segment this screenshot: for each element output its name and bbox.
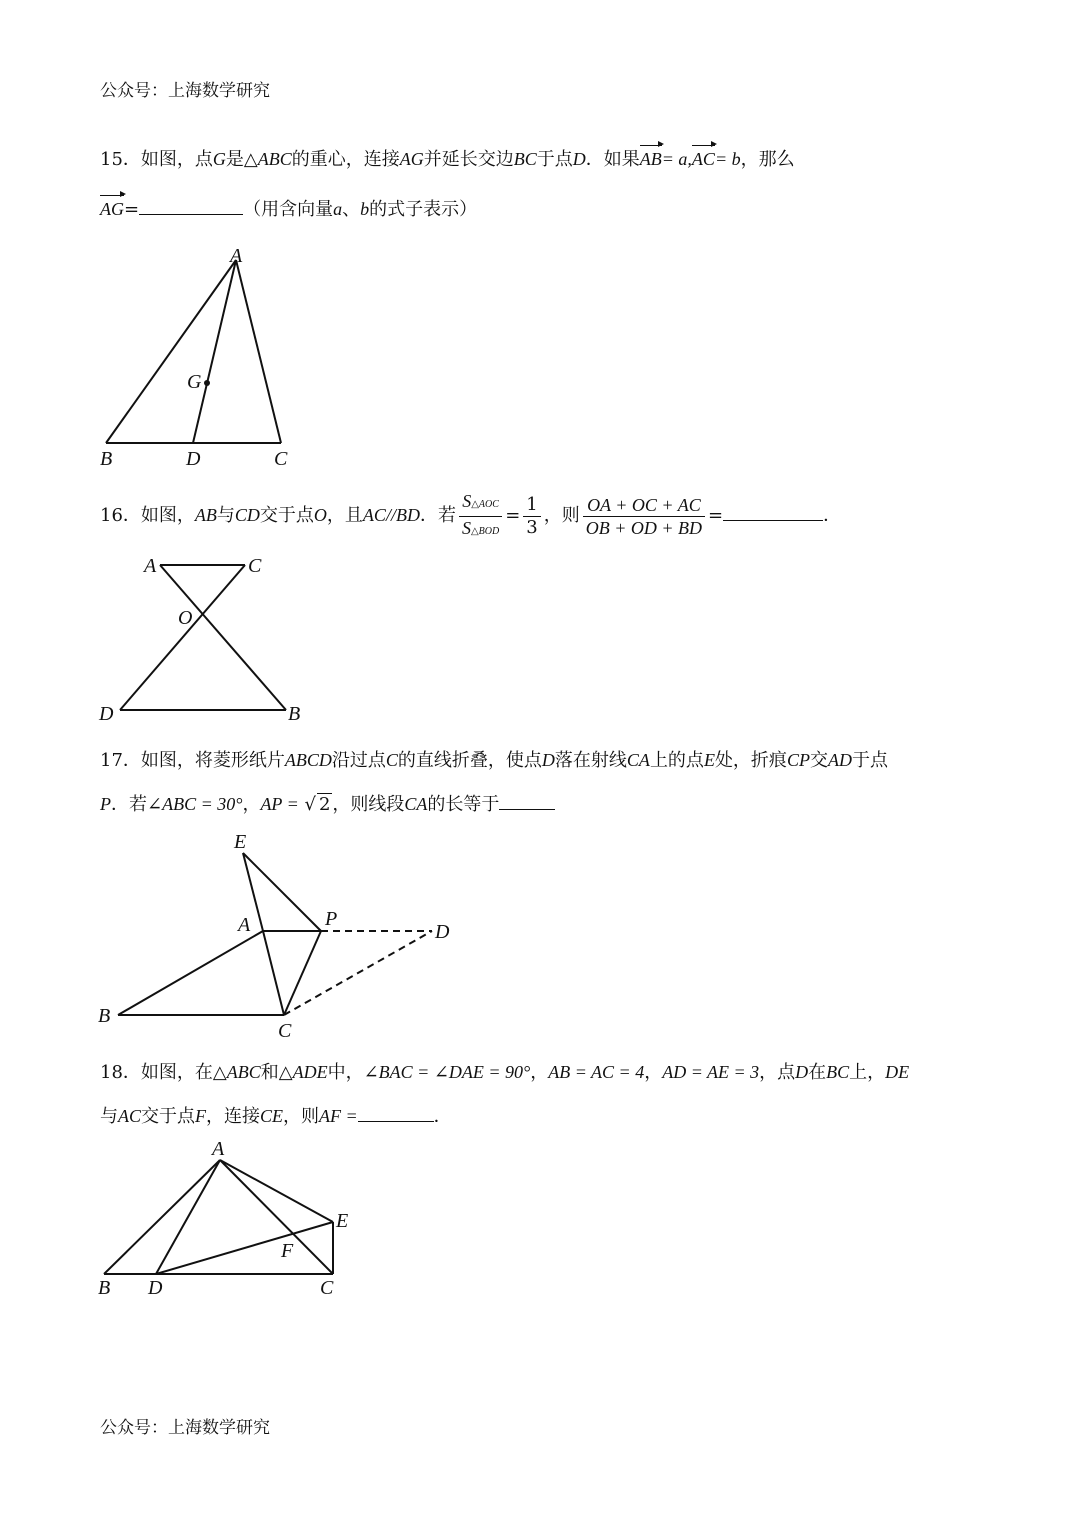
q17-var: AD (827, 750, 852, 770)
q18-segment-ac (220, 1160, 333, 1274)
q17-label-p: P (325, 908, 338, 930)
q18-label-c: C (320, 1277, 334, 1299)
q15-label-c: C (274, 448, 288, 470)
q15-text: 的重心，连接 (291, 149, 400, 170)
q17-label-d: D (435, 921, 450, 943)
q17-segment-ep (243, 853, 321, 931)
q17-angle: ∠ABC = 30° (147, 794, 243, 814)
q18-var: AF = (319, 1106, 358, 1126)
q15-var: D (572, 149, 586, 169)
q17-text: 沿过点 (331, 750, 386, 771)
q18-label-b: B (98, 1277, 111, 1299)
q18-text: 和 (260, 1062, 279, 1083)
q17-number: 17． (100, 750, 141, 771)
q18-text: ，连接 (206, 1106, 261, 1127)
q18-angles: ∠BAC = ∠DAE = 90° (363, 1062, 531, 1082)
q15-var: a (333, 199, 343, 219)
q15-var: BC (513, 149, 537, 169)
q16-var: AB (194, 505, 217, 525)
q17-text: 处，折痕 (714, 750, 787, 771)
q17-label-a: A (238, 914, 251, 936)
q17-segment-cp (284, 931, 321, 1015)
q18-text: ，则 (283, 1106, 320, 1127)
q18-var: CE (260, 1106, 284, 1126)
q15-text: 、 (342, 199, 361, 220)
q16-number: 16． (100, 505, 141, 526)
q17-var: P (100, 794, 111, 814)
q15-answer-blank[interactable] (139, 198, 243, 215)
q18-label-f: F (281, 1240, 294, 1262)
q18-segment-ae (220, 1160, 333, 1222)
q18-segment-ab (104, 1160, 220, 1274)
q16-var: BD (395, 505, 420, 525)
q18-text: 交于点 (141, 1106, 196, 1127)
q17-var: CP (786, 750, 810, 770)
q17-label-b: B (98, 1005, 111, 1027)
q18-line1 (100, 1061, 909, 1084)
q17-var: D (541, 750, 555, 770)
q15-label-b: B (100, 448, 113, 470)
q18-var: AC (118, 1106, 142, 1126)
q16-frac-num: 1 (523, 494, 540, 517)
q15-text: ．如果 (585, 149, 640, 170)
q18-var: △ADE (278, 1062, 328, 1082)
q15-label-g: G (187, 371, 202, 393)
q16-text: 交于点 (259, 505, 314, 526)
q18-equation: AD = AE = 3 (662, 1062, 760, 1082)
q18-var: BC (826, 1062, 850, 1082)
q16-big-den: OB + OD + BD (585, 517, 703, 538)
q17-answer-blank[interactable] (499, 793, 555, 810)
q16-label-o: O (178, 607, 193, 629)
q18-text: ， (530, 1062, 549, 1083)
q15-point-g (204, 380, 210, 386)
q17-figure (90, 825, 470, 1045)
q15-label-a: A (230, 245, 243, 267)
q16-big-num: OA + OC + AC (583, 494, 705, 517)
q15-text: 于点 (536, 149, 573, 170)
q15-text: 并延长交边 (423, 149, 514, 170)
q15-var: G (212, 149, 226, 169)
q16-sub: △BOD (470, 525, 500, 537)
q18-segment-ad (156, 1160, 220, 1274)
q17-text: 落在射线 (554, 750, 627, 771)
q16-text: ．若 (419, 505, 456, 526)
q15-hint: 的式子表示） (369, 199, 478, 220)
q15-eq: = (124, 199, 140, 220)
q18-answer-blank[interactable] (358, 1105, 434, 1122)
q15-segment-ad (193, 260, 236, 443)
q15-text: 是 (225, 149, 244, 170)
q15-vector-ac: AC (691, 149, 715, 169)
q18-var: F (195, 1106, 207, 1126)
q17-text: 的长等于 (427, 794, 500, 815)
q17-var: C (385, 750, 398, 770)
q16-label-c: C (248, 555, 262, 577)
q15-segment-ac (236, 260, 281, 443)
q16-s: S (461, 517, 471, 538)
q17-segment-ba (118, 931, 263, 1015)
q16-fraction (523, 494, 540, 539)
q16-text: ，则 (543, 505, 580, 526)
q15-segment-ab (106, 260, 236, 443)
q17-var: AP = (260, 794, 299, 814)
q16-var: O (313, 505, 327, 525)
q17-text: ．若 (111, 794, 147, 815)
q18-text: 中， (327, 1062, 364, 1083)
q15-text: ，那么 (740, 149, 795, 170)
q16-area-ratio (459, 490, 502, 543)
q15-var: ABC (257, 149, 292, 169)
q16-segment-cd (120, 565, 245, 710)
q15-hint: （用含向量 (243, 199, 334, 220)
q16-segment-ab (160, 565, 286, 710)
q17-text: 交 (809, 750, 828, 771)
q17-text: ，则线段 (332, 794, 405, 815)
q16-label-b: B (288, 703, 301, 725)
q16-var: CD (234, 505, 260, 525)
q16-eq: = (505, 505, 521, 526)
page-footer: 公众号：上海数学研究 (100, 1418, 270, 1438)
q16-parallel: // (385, 505, 396, 525)
q15-triangle-symbol: △ (243, 149, 258, 170)
q15-vector-ab: AB (639, 149, 662, 169)
q18-var: DE (885, 1062, 910, 1082)
q18-text: 如图，在 (140, 1062, 213, 1083)
q15-label-d: D (186, 448, 201, 470)
q15-triangle-figure (90, 240, 310, 475)
q18-equation: AB = AC = 4 (548, 1062, 645, 1082)
q18-figure (90, 1135, 370, 1305)
q18-var: △ABC (212, 1062, 261, 1082)
q18-text: 在 (808, 1062, 827, 1083)
q15-text: 如图，点 (140, 149, 213, 170)
q18-text: 上， (849, 1062, 886, 1083)
q18-number: 18． (100, 1062, 141, 1083)
q17-var: CA (626, 750, 650, 770)
q17-var: CA (404, 794, 428, 814)
q15-vector-ag: AG (100, 199, 124, 219)
q15-number: 15． (100, 149, 141, 170)
q16-sub: △AOC (471, 498, 499, 510)
q17-segment-cd-dashed (284, 931, 432, 1015)
q18-label-e: E (336, 1210, 349, 1232)
q16-answer-blank[interactable] (723, 504, 823, 521)
q17-line2: P．若∠ABC = 30°，AP = √ 2 ，则线段CA的长等于 (100, 793, 555, 816)
q17-text: 于点 (851, 750, 888, 771)
q17-text: 上的点 (649, 750, 704, 771)
q16-eq: = (708, 505, 724, 526)
q16-label-a: A (144, 555, 157, 577)
q16-text: ，且 (326, 505, 363, 526)
q17-line1 (100, 749, 888, 772)
q18-text: 与 (100, 1106, 118, 1127)
q16-text: ． (823, 505, 842, 526)
q15-var: AG (399, 149, 424, 169)
q17-label-e: E (234, 831, 247, 853)
q17-var: E (703, 750, 715, 770)
q17-segment-ca (263, 931, 284, 1015)
q17-var: ABCD (284, 750, 332, 770)
q18-text: ， (644, 1062, 663, 1083)
q18-text: ． (433, 1106, 452, 1127)
q17-sqrt: 2 (318, 794, 331, 815)
q18-line2 (100, 1105, 452, 1128)
q15-var: b (360, 199, 370, 219)
q16-s: S (462, 490, 472, 511)
q18-var: D (795, 1062, 809, 1082)
q18-text: ，点 (759, 1062, 796, 1083)
q16-perimeter-ratio (583, 494, 705, 539)
page-header: 公众号：上海数学研究 (100, 81, 270, 101)
q16-var: AC (362, 505, 386, 525)
q16-text: 与 (216, 505, 235, 526)
q15-line2 (100, 198, 477, 221)
q16-label-d: D (99, 703, 114, 725)
q16-frac-den: 3 (526, 516, 538, 538)
q17-label-c: C (278, 1020, 292, 1042)
q15-line1 (100, 148, 795, 171)
q17-text: 的直线折叠，使点 (397, 750, 542, 771)
q15-eq: = b (714, 149, 741, 169)
q15-eq: = a, (661, 149, 692, 169)
q17-text: ， (242, 794, 261, 815)
q17-text: 如图，将菱形纸片 (140, 750, 285, 771)
q16-text: 如图， (140, 505, 195, 526)
q18-label-a: A (212, 1138, 225, 1160)
q16-figure (90, 550, 320, 730)
q18-label-d: D (148, 1277, 163, 1299)
q16-line (100, 486, 841, 545)
